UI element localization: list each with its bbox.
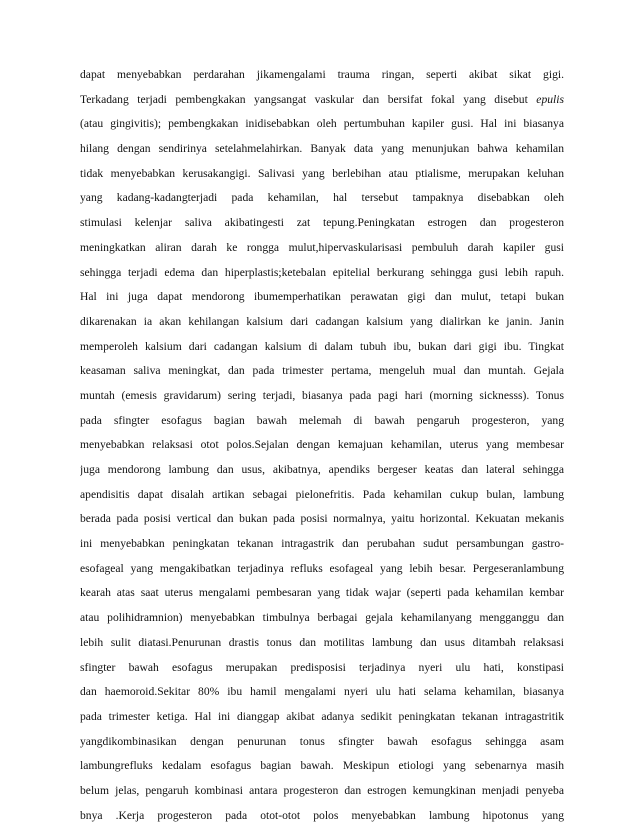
text-line: hilang dengan sendirinya setelahmelahirkan. Banyak data yang menunjukan bahwa kehamilan <box>80 142 564 156</box>
text-line: dikarenakan ia akan kehilangan kalsium dari cadangan kalsium yang dialirkan ke janin. Janin <box>80 314 564 328</box>
text-line: yangdikombinasikan dengan penurunan tonus sfingter bawah esofagus sehingga asam <box>80 734 564 748</box>
text-line: atau polihidramnion) menyebabkan timbulnya berbagai gejala kehamilanyang mengganggu dan <box>80 611 564 625</box>
text-line: stimulasi kelenjar saliva akibatingesti zat tepung.Peningkatan estrogen dan progesteron <box>80 216 564 230</box>
text-line: sehingga terjadi edema dan hiperplastis;ketebalan epitelial berkurang sehingga gusi lebih rapuh. <box>80 265 564 279</box>
text-line: esofageal yang mengakibatkan terjadinya refluks esofageal yang lebih besar. Pergeseranlambung <box>80 561 564 575</box>
text-line-with-term <box>80 88 564 113</box>
text-line: lebih sulit diatasi.Penurunan drastis tonus dan motilitas lambung dan usus ditambah relaksasi <box>80 635 564 649</box>
text-line: memperoleh kalsium dari cadangan kalsium di dalam tubuh ibu, bukan dari gigi ibu. Tingkat <box>80 339 564 353</box>
text-line: Hal ini juga dapat mendorong ibumemperhatikan perawatan gigi dan mulut, tetapi bukan <box>80 290 564 304</box>
text-line: muntah (emesis gravidarum) sering terjadi, biasanya pada pagi hari (morning sicknesss). Tonus <box>80 388 564 402</box>
epulis-term: epulis <box>536 92 564 106</box>
text-line: ini menyebabkan peningkatan tekanan intragastrik dan perubahan sudut persambungan gastro- <box>80 537 564 551</box>
text-line: pada sfingter esofagus bagian bawah melemah di bawah pengaruh progesteron, yang <box>80 413 564 427</box>
text-line: berada pada posisi vertical dan bukan pada posisi normalnya, yaitu horizontal. Kekuatan mekanis <box>80 512 564 526</box>
text-line: sfingter bawah esofagus merupakan predisposisi terjadinya nyeri ulu hati, konstipasi <box>80 660 564 674</box>
text-line: meningkatkan aliran darah ke rongga mulut,hipervaskularisasi pembuluh darah kapiler gusi <box>80 240 564 254</box>
text-line-segment: Terkadang terjadi pembengkakan yangsangat vaskular dan bersifat fokal yang disebut <box>80 92 528 106</box>
text-line: (atau gingivitis); pembengkakan inidisebabkan oleh pertumbuhan kapiler gusi. Hal ini biasanya <box>80 117 564 131</box>
text-line: tidak menyebabkan kerusakangigi. Salivasi yang berlebihan atau ptialisme, merupakan keluhan <box>80 166 564 180</box>
text-line: belum jelas, pengaruh kombinasi antara progesteron dan estrogen kemungkinan menjadi penyeba <box>80 783 564 797</box>
text-line: pada trimester ketiga. Hal ini dianggap akibat adanya sedikit peningkatan tekanan intragastritik <box>80 709 564 723</box>
text-line: keasaman saliva meningkat, dan pada trimester pertama, mengeluh mual dan muntah. Gejala <box>80 364 564 378</box>
text-line: dan haemoroid.Sekitar 80% ibu hamil mengalami nyeri ulu hati selama kehamilan, biasanya <box>80 685 564 699</box>
body-text <box>80 63 564 828</box>
text-line: bnya .Kerja progesteron pada otot-otot polos menyebabkan lambung hipotonus yang <box>80 808 564 822</box>
text-line: yang kadang-kadangterjadi pada kehamilan, hal tersebut tampaknya disebabkan oleh <box>80 191 564 205</box>
text-line: dapat menyebabkan perdarahan jikamengalami trauma ringan, seperti akibat sikat gigi. <box>80 68 564 81</box>
text-line: kearah atas saat uterus mengalami pembesaran yang tidak wajar (seperti pada kehamilan kembar <box>80 586 564 600</box>
text-line: lambungrefluks kedalam esofagus bagian bawah. Meskipun etiologi yang sebenarnya masih <box>80 759 564 773</box>
text-line: juga mendorong lambung dan usus, akibatnya, apendiks bergeser keatas dan lateral sehingga <box>80 463 564 476</box>
text-line: menyebabkan relaksasi otot polos.Sejalan dengan kemajuan kehamilan, uterus yang membesar <box>80 438 564 452</box>
text-line: apendisitis dapat disalah artikan sebagai pielonefritis. Pada kehamilan cukup bulan, lambung <box>80 487 564 501</box>
